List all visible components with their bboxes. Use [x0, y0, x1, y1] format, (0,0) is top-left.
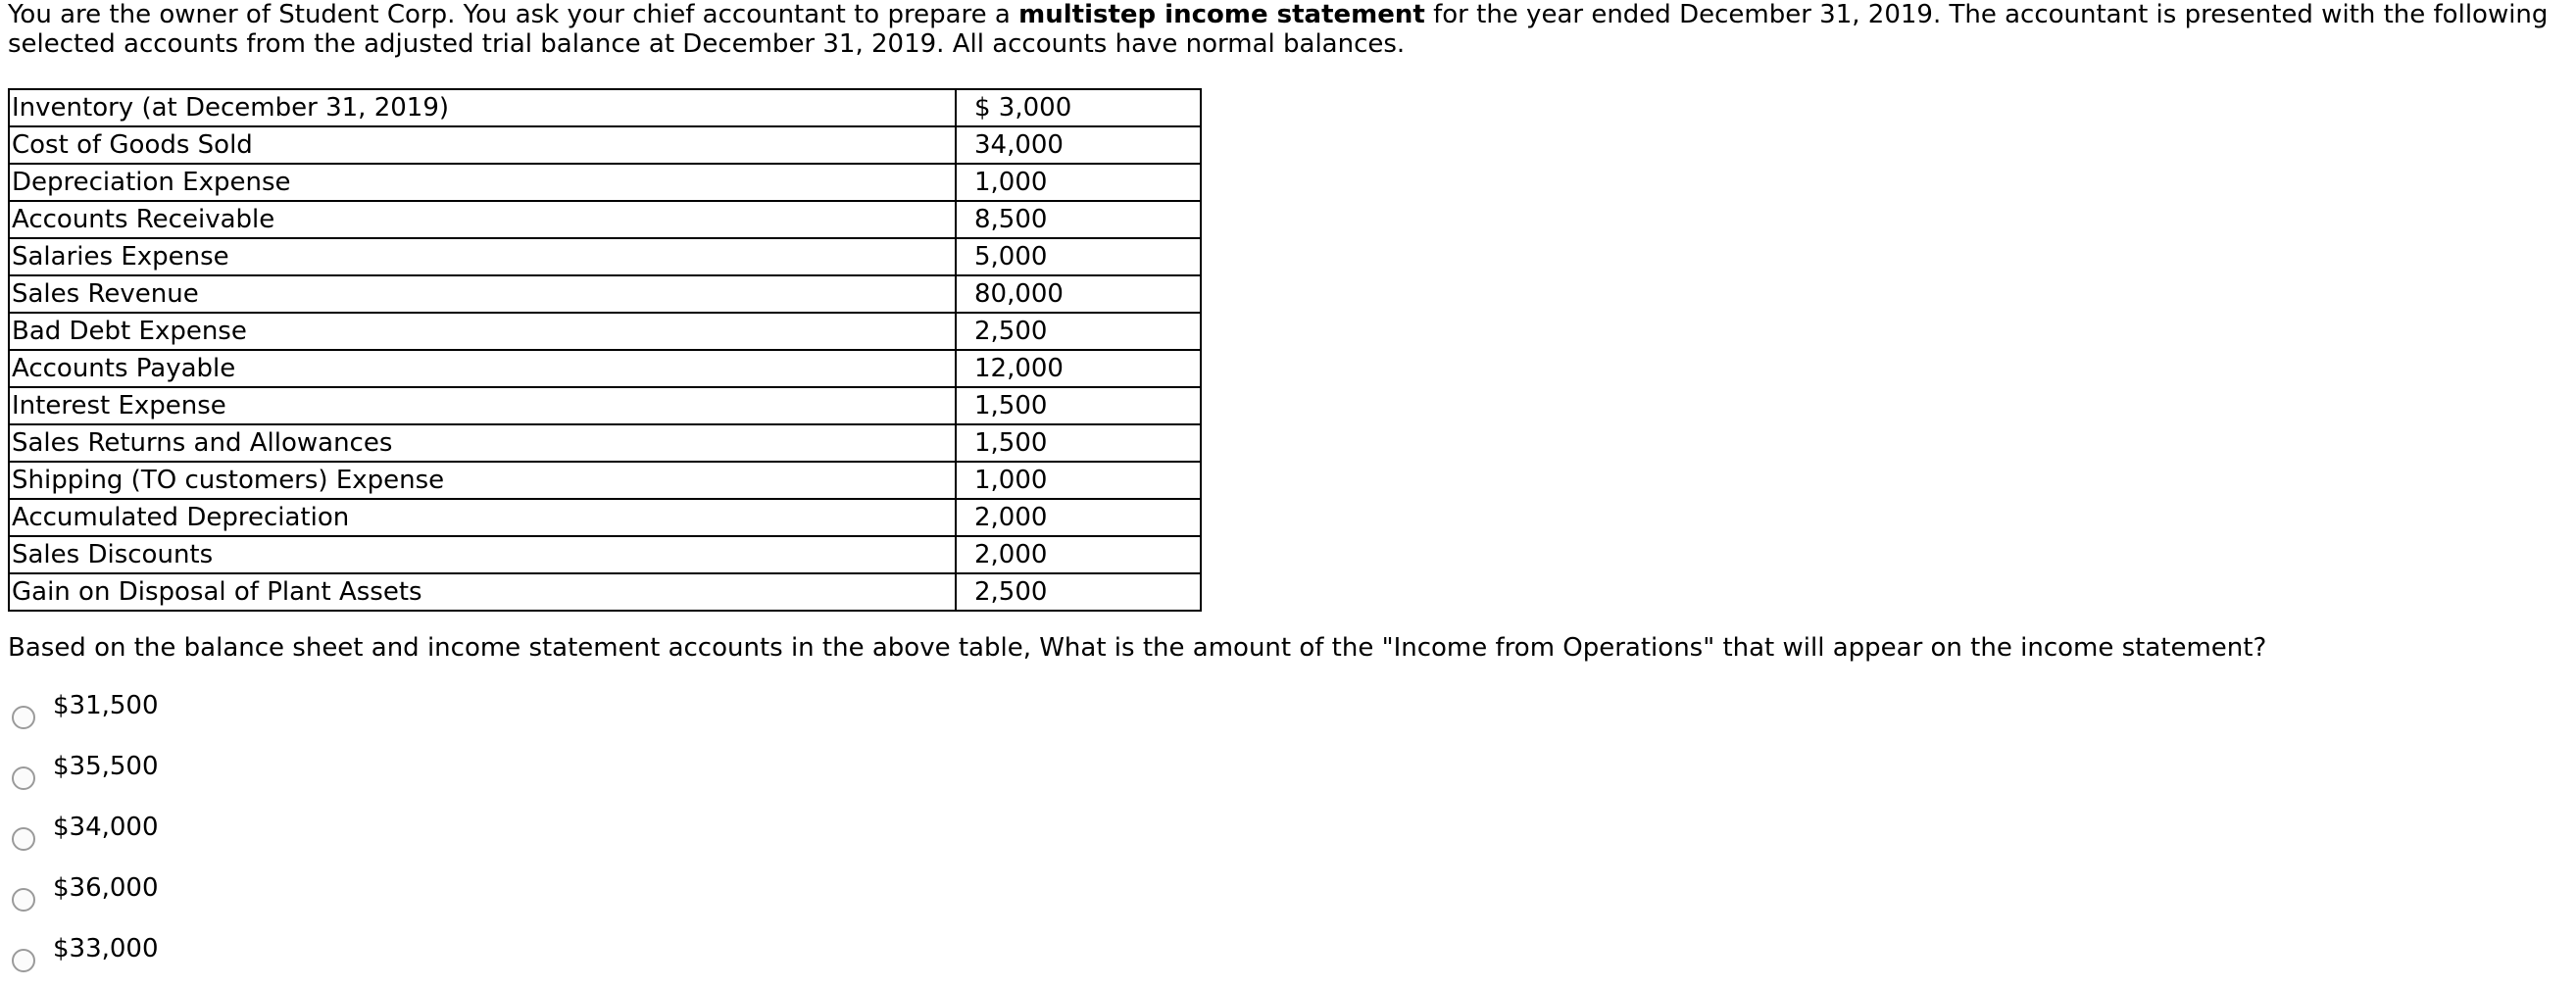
intro-bold-term: multistep income statement: [1018, 0, 1425, 29]
table-row: [9, 164, 1201, 201]
radio-button[interactable]: [12, 706, 35, 729]
table-row: [9, 201, 1201, 238]
table-row: [9, 462, 1201, 499]
accounts-table-body: [9, 89, 1201, 611]
radio-button[interactable]: [12, 766, 35, 790]
account-amount-cell: 2,000: [956, 536, 1201, 573]
account-amount-cell: 2,500: [956, 573, 1201, 611]
account-name-cell: Sales Returns and Allowances: [9, 424, 956, 462]
answer-option-label[interactable]: $33,000: [53, 934, 159, 963]
account-name-cell: Gain on Disposal of Plant Assets: [9, 573, 956, 611]
radio-button[interactable]: [12, 949, 35, 972]
account-name-cell: Accounts Payable: [9, 350, 956, 387]
intro-text-part2: for the year ended December 31, 2019. The accountant is presented with the following selected accounts from the adjusted trial balance at December 31, 2019. All accounts have normal balances.: [8, 0, 2549, 59]
radio-button[interactable]: [12, 827, 35, 851]
account-amount-cell: 5,000: [956, 238, 1201, 275]
answer-option-label[interactable]: $35,500: [53, 752, 159, 781]
table-row: [9, 126, 1201, 164]
account-name-cell: Depreciation Expense: [9, 164, 956, 201]
account-amount-cell: 80,000: [956, 275, 1201, 313]
account-amount-cell: $ 3,000: [956, 89, 1201, 126]
question-intro: [8, 0, 2566, 59]
answer-option-label[interactable]: $36,000: [53, 873, 159, 903]
account-name-cell: Accumulated Depreciation: [9, 499, 956, 536]
account-amount-cell: 1,500: [956, 387, 1201, 424]
account-name-cell: Inventory (at December 31, 2019): [9, 89, 956, 126]
account-name-cell: Shipping (TO customers) Expense: [9, 462, 956, 499]
account-amount-cell: 12,000: [956, 350, 1201, 387]
answer-option-label[interactable]: $31,500: [53, 691, 159, 720]
account-amount-cell: 1,000: [956, 462, 1201, 499]
table-row: [9, 387, 1201, 424]
account-amount-cell: 2,000: [956, 499, 1201, 536]
account-name-cell: Sales Discounts: [9, 536, 956, 573]
account-amount-cell: 2,500: [956, 313, 1201, 350]
answer-option-label[interactable]: $34,000: [53, 813, 159, 842]
table-row: [9, 238, 1201, 275]
table-row: [9, 89, 1201, 126]
account-name-cell: Sales Revenue: [9, 275, 956, 313]
account-amount-cell: 1,500: [956, 424, 1201, 462]
account-name-cell: Cost of Goods Sold: [9, 126, 956, 164]
question-text: Based on the balance sheet and income statement accounts in the above table, What is the amount of the "Income from Operations" that will appear on the income statement?: [8, 633, 2267, 663]
table-row: [9, 275, 1201, 313]
table-row: [9, 350, 1201, 387]
account-name-cell: Accounts Receivable: [9, 201, 956, 238]
accounts-table: [8, 88, 1202, 612]
table-row: [9, 536, 1201, 573]
account-amount-cell: 34,000: [956, 126, 1201, 164]
account-amount-cell: 1,000: [956, 164, 1201, 201]
account-name-cell: Interest Expense: [9, 387, 956, 424]
account-amount-cell: 8,500: [956, 201, 1201, 238]
account-name-cell: Salaries Expense: [9, 238, 956, 275]
account-name-cell: Bad Debt Expense: [9, 313, 956, 350]
intro-text-part1: You are the owner of Student Corp. You ask your chief accountant to prepare a: [8, 0, 1019, 29]
table-row: [9, 313, 1201, 350]
table-row: [9, 573, 1201, 611]
table-row: [9, 424, 1201, 462]
table-row: [9, 499, 1201, 536]
radio-button[interactable]: [12, 888, 35, 912]
